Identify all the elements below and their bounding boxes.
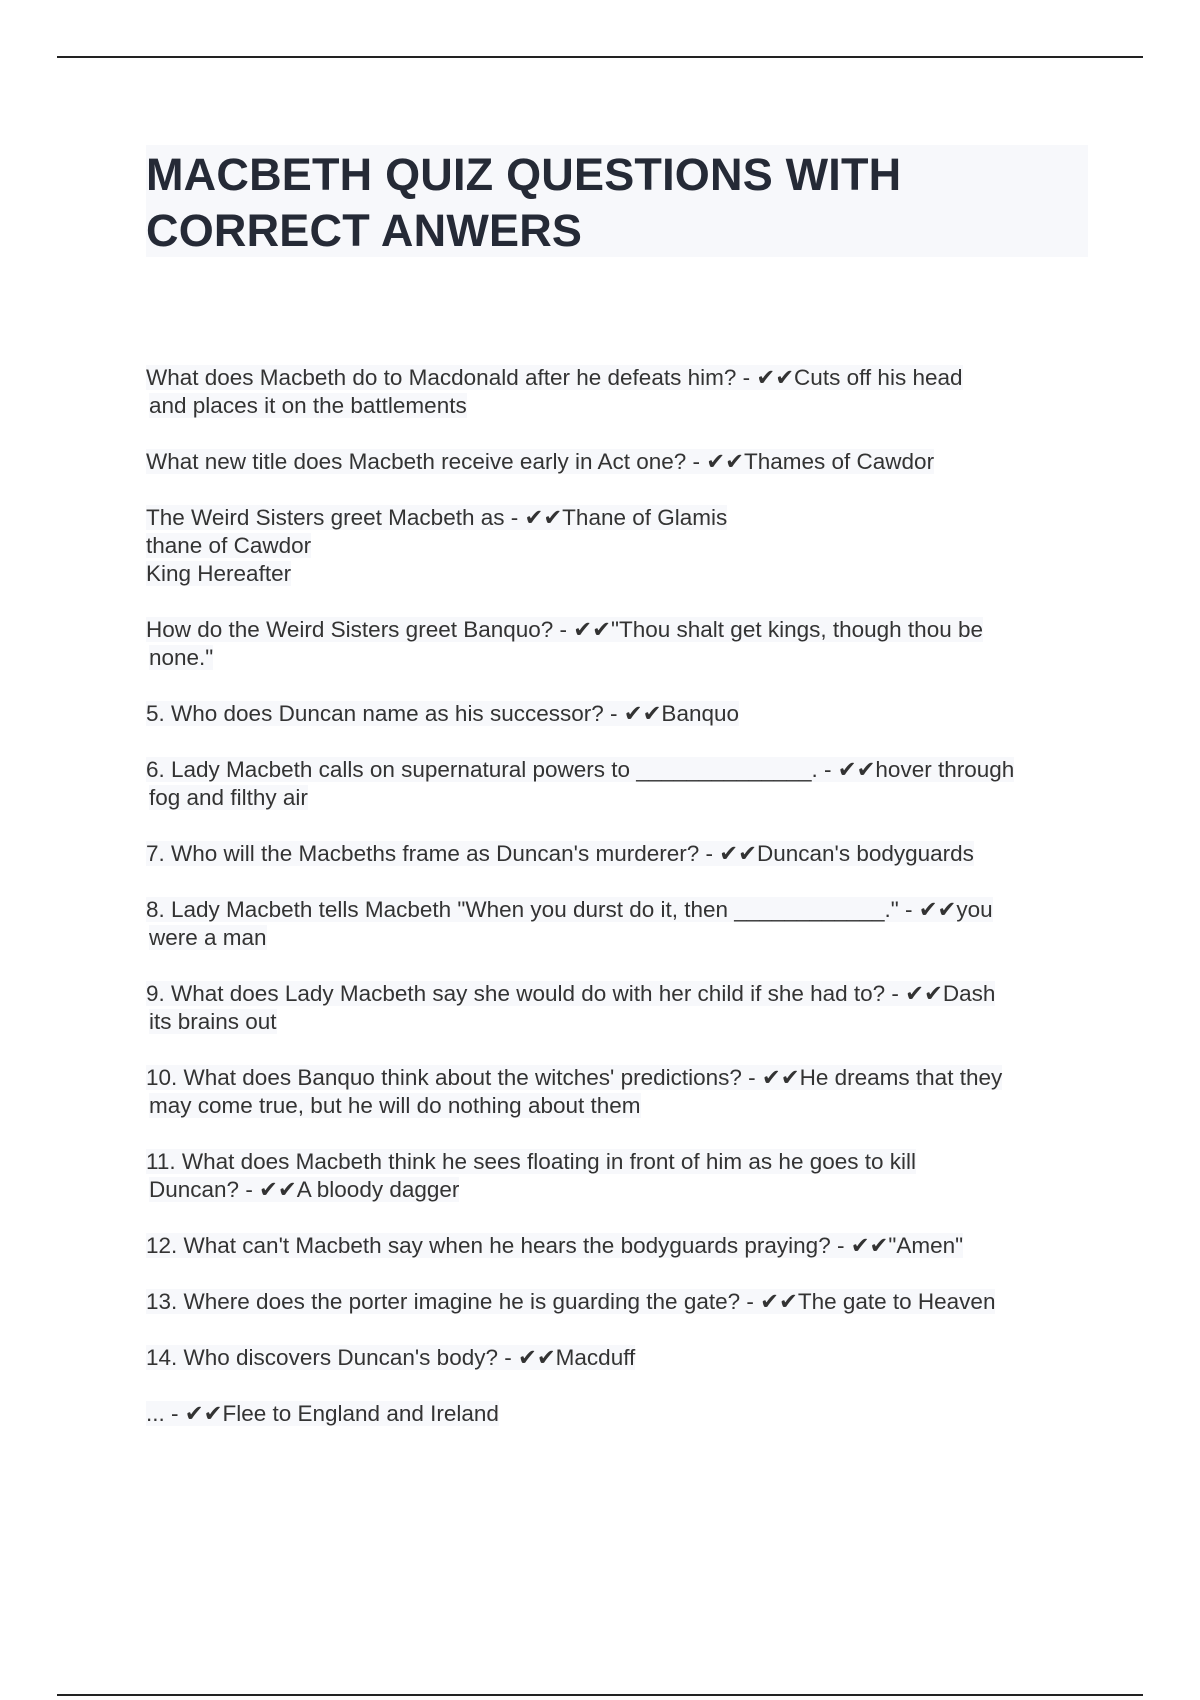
- qa-item-15: [146, 1400, 1096, 1428]
- qa-item-1-line-2: and places it on the battlements: [149, 393, 467, 418]
- qa-item-10-line-2: may come true, but he will do nothing about them: [149, 1093, 641, 1118]
- qa-item-6: [146, 756, 1096, 812]
- qa-item-8-line-1: 8. Lady Macbeth tells Macbeth "When you durst do it, then ____________." - ✔✔you: [146, 897, 993, 922]
- qa-item-2-line-1: What new title does Macbeth receive early in Act one? - ✔✔Thames of Cawdor: [146, 449, 935, 474]
- bottom-divider: [57, 1694, 1143, 1696]
- qa-item-13-line-1: 13. Where does the porter imagine he is guarding the gate? - ✔✔The gate to Heaven: [146, 1289, 996, 1314]
- qa-item-7: [146, 840, 1096, 868]
- qa-item-14-line-1: 14. Who discovers Duncan's body? - ✔✔Macduff: [146, 1345, 636, 1370]
- qa-item-3: [146, 504, 1096, 588]
- qa-item-5: [146, 700, 1096, 728]
- qa-item-12: [146, 1232, 1096, 1260]
- qa-item-10-line-1: 10. What does Banquo think about the witches' predictions? - ✔✔He dreams that they: [146, 1065, 1003, 1090]
- qa-item-4: [146, 616, 1096, 672]
- qa-item-14: [146, 1344, 1096, 1372]
- top-divider: [57, 56, 1143, 58]
- qa-item-1-line-1: What does Macbeth do to Macdonald after he defeats him? - ✔✔Cuts off his head: [146, 365, 963, 390]
- qa-item-9: [146, 980, 1096, 1036]
- qa-item-1: [146, 364, 1096, 420]
- qa-item-15-line-1: ... - ✔✔Flee to England and Ireland: [146, 1401, 499, 1426]
- qa-list: [146, 364, 1096, 1456]
- qa-item-3-line-2: thane of Cawdor: [146, 533, 312, 558]
- qa-item-7-line-1: 7. Who will the Macbeths frame as Duncan's murderer? - ✔✔Duncan's bodyguards: [146, 841, 974, 866]
- qa-item-12-line-1: 12. What can't Macbeth say when he hears the bodyguards praying? - ✔✔"Amen": [146, 1233, 964, 1258]
- qa-item-8-line-2: were a man: [149, 925, 267, 950]
- qa-item-8: [146, 896, 1096, 952]
- qa-item-11: [146, 1148, 1096, 1204]
- qa-item-4-line-2: none.": [149, 645, 214, 670]
- document-title: MACBETH QUIZ QUESTIONS WITH CORRECT ANWERS: [146, 149, 902, 256]
- qa-item-3-line-1: The Weird Sisters greet Macbeth as - ✔✔Thane of Glamis: [146, 505, 728, 530]
- qa-item-2: [146, 448, 1096, 476]
- qa-item-10: [146, 1064, 1096, 1120]
- qa-item-9-line-1: 9. What does Lady Macbeth say she would do with her child if she had to? - ✔✔Dash: [146, 981, 996, 1006]
- qa-item-4-line-1: How do the Weird Sisters greet Banquo? - ✔✔"Thou shalt get kings, though thou be: [146, 617, 984, 642]
- qa-item-6-line-2: fog and filthy air: [149, 785, 308, 810]
- qa-item-5-line-1: 5. Who does Duncan name as his successor? - ✔✔Banquo: [146, 701, 740, 726]
- qa-item-9-line-2: its brains out: [149, 1009, 277, 1034]
- qa-item-6-line-1: 6. Lady Macbeth calls on supernatural powers to ______________. - ✔✔hover through: [146, 757, 1015, 782]
- qa-item-3-line-3: King Hereafter: [146, 561, 292, 586]
- title-block: [146, 145, 1088, 257]
- qa-item-11-line-2: Duncan? - ✔✔A bloody dagger: [149, 1177, 460, 1202]
- qa-item-13: [146, 1288, 1096, 1316]
- qa-item-11-line-1: 11. What does Macbeth think he sees floating in front of him as he goes to kill: [146, 1149, 917, 1174]
